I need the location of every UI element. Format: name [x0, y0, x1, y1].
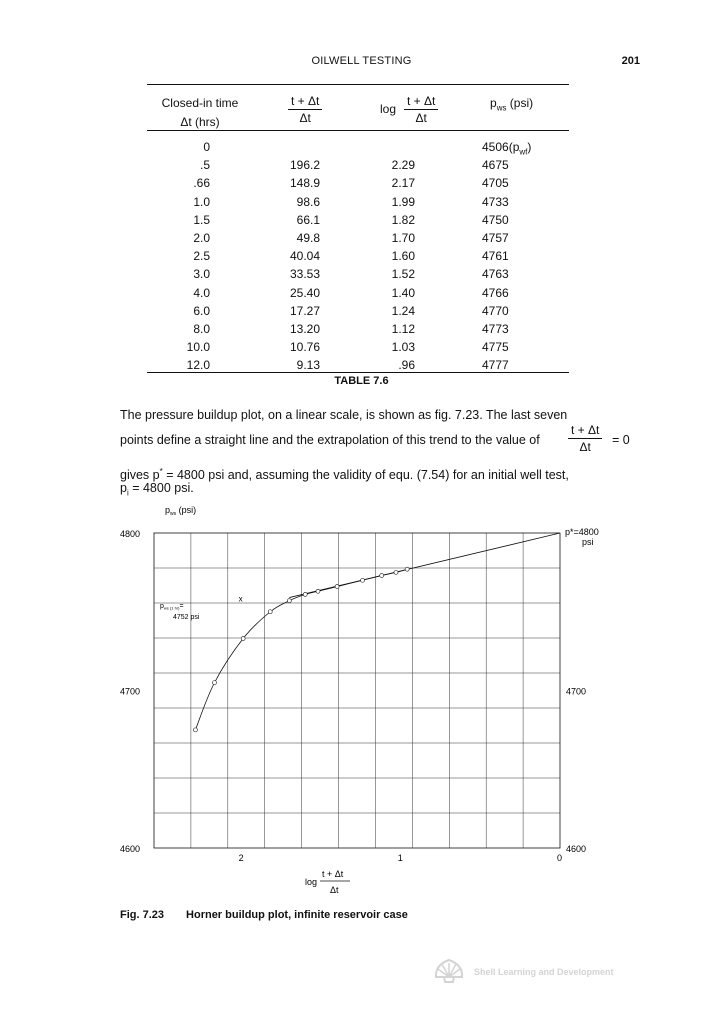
table-cell-r12-c2: .96 — [398, 358, 415, 373]
table-cell-r1-c1: 196.2 — [289, 158, 320, 173]
table-cell-r5-c0: 2.0 — [193, 231, 210, 245]
table-cell-r7-c3: 4763 — [482, 267, 509, 282]
fraction-numerator: t + Δt — [404, 95, 438, 110]
pws-1hr-label: $p_{ws (1 hr)}=$ — [160, 603, 184, 611]
table-cell-r9-c3: 4770 — [482, 303, 509, 318]
table-cell-r3-c3: 4733 — [482, 194, 509, 209]
data-point — [361, 578, 365, 582]
xlabel-log: log — [305, 877, 318, 887]
xlabel-denominator: Δt — [330, 885, 339, 895]
data-point — [316, 589, 320, 593]
header-col1-line2: Δt (hrs) — [180, 115, 220, 129]
table-cell-r11-c0: 10.0 — [186, 340, 210, 355]
fraction-denominator: Δt — [415, 111, 427, 125]
table-cell-r11-c3: 4775 — [482, 340, 509, 355]
pws-1hr-value: 4752 psi — [173, 614, 200, 621]
table-cell-r9-c1: 17.27 — [289, 303, 320, 318]
table-cell-r0-c3: $4506(p_{wf})$ — [482, 140, 532, 157]
table-cell-r6-c2: 1.60 — [391, 249, 415, 264]
header-log-fraction — [404, 95, 438, 125]
table-cell-r9-c2: 1.24 — [391, 303, 415, 318]
extrapolation-line — [289, 533, 560, 598]
ytick-label-right: 4700 — [566, 686, 587, 697]
paragraph-line-1: The pressure buildup plot, on a linear scale, is shown as fig. 7.23. The last seven — [120, 408, 568, 422]
table-top-rule — [147, 84, 569, 85]
shell-logo-icon — [432, 955, 466, 985]
data-point — [287, 599, 291, 603]
table-cell-r5-c3: 4757 — [482, 231, 509, 245]
table-header-rule — [147, 130, 569, 131]
table-cell-r3-c1: 98.6 — [296, 194, 320, 209]
data-point — [335, 585, 339, 589]
table-cell-r0-c0: 0 — [203, 140, 210, 154]
table-bottom-rule — [147, 372, 569, 373]
table-cell-r2-c3: 4705 — [482, 176, 509, 191]
data-point — [380, 574, 384, 578]
paragraph-line-3: gives p* = 4800 psi and, assuming the validity of equ. (7.54) for an initial well test, — [120, 467, 569, 483]
paragraph-line-2: points define a straight line and the extrapolation of this trend to the value of — [120, 433, 540, 447]
ytick-label-left: 4700 — [120, 686, 141, 697]
header-col1-line1: Closed-in time — [161, 96, 239, 110]
figure-caption-text: Horner buildup plot, infinite reservoir case — [186, 909, 408, 921]
table-cell-r8-c0: 4.0 — [193, 285, 210, 300]
pws-1hr-marker: x — [238, 594, 243, 604]
data-point — [405, 567, 409, 571]
paragraph-line-4: $p_i = 4800$ psi. — [120, 481, 194, 498]
horner-plot — [0, 500, 723, 900]
table-cell-r10-c3: 4773 — [482, 322, 509, 336]
table-cell-r7-c2: 1.52 — [391, 267, 415, 282]
table-cell-r9-c0: 6.0 — [193, 303, 210, 318]
table-cell-r8-c1: 25.40 — [289, 285, 320, 300]
footer-text: Shell Learning and Development — [474, 967, 614, 977]
data-point — [213, 681, 217, 685]
table-cell-r1-c0: .5 — [199, 158, 210, 173]
pstar-label-line2: psi — [582, 537, 594, 547]
data-point — [268, 610, 272, 614]
figure-number: Fig. 7.23 — [120, 909, 165, 921]
table-cell-r3-c2: 1.99 — [391, 194, 415, 209]
table-cell-r5-c2: 1.70 — [391, 231, 415, 245]
table-cell-r3-c0: 1.0 — [193, 194, 210, 209]
ytick-label-left: 4600 — [120, 844, 141, 854]
pstar-label-line1: p*=4800 — [565, 527, 599, 537]
header-closed-in-time — [155, 94, 245, 132]
xtick-label: 1 — [397, 853, 403, 863]
xtick-label: 0 — [557, 853, 563, 863]
table-cell-r6-c1: 40.04 — [289, 249, 320, 264]
table-cell-r11-c2: 1.03 — [391, 340, 415, 355]
table-cell-r10-c1: 13.20 — [289, 322, 320, 336]
ytick-label-left: 4800 — [120, 529, 141, 539]
table-cell-r8-c2: 1.40 — [391, 285, 415, 300]
table-cell-r6-c0: 2.5 — [193, 249, 210, 264]
paragraph-equals-zero: = 0 — [612, 433, 630, 447]
fraction-denominator: Δt — [299, 111, 311, 125]
data-point — [193, 728, 197, 732]
paragraph-fraction: $\frac{t + \Delta t}{\Delta t}$ — [568, 424, 602, 454]
plot-frame — [154, 533, 560, 848]
table-cell-r4-c1: 66.1 — [296, 212, 320, 227]
table-cell-r10-c0: 8.0 — [193, 322, 210, 336]
table-caption: TABLE 7.6 — [334, 375, 389, 387]
xlabel-numerator: t + Δt — [322, 869, 344, 879]
data-point — [303, 592, 307, 596]
xtick-label: 2 — [238, 853, 244, 863]
page-number: 201 — [621, 55, 640, 67]
table-cell-r1-c3: 4675 — [482, 158, 509, 173]
table-cell-r11-c1: 10.76 — [289, 340, 320, 355]
table-cell-r5-c1: 49.8 — [296, 231, 320, 245]
fraction-numerator: t + Δt — [288, 95, 322, 110]
table-cell-r2-c2: 2.17 — [391, 176, 415, 191]
header-ratio-fraction — [288, 95, 322, 125]
running-header-title: OILWELL TESTING — [311, 55, 412, 67]
table-cell-r4-c2: 1.82 — [391, 212, 415, 227]
ylabel: $p_{ws}$ (psi) — [165, 505, 197, 517]
figure-caption — [120, 909, 408, 921]
data-point — [241, 637, 245, 641]
table-cell-r10-c2: 1.12 — [391, 322, 415, 336]
header-log: log — [380, 102, 397, 116]
table-cell-r4-c3: 4750 — [482, 212, 509, 227]
table-cell-r12-c3: 4777 — [482, 358, 509, 373]
header-pws: $p_{ws}$ (psi) — [490, 96, 534, 113]
ytick-label-right: 4600 — [566, 844, 587, 854]
table-cell-r12-c0: 12.0 — [186, 358, 210, 373]
table-cell-r7-c0: 3.0 — [193, 267, 210, 282]
table-cell-r8-c3: 4766 — [482, 285, 509, 300]
table-cell-r7-c1: 33.53 — [289, 267, 320, 282]
table-cell-r1-c2: 2.29 — [391, 158, 415, 173]
table-cell-r2-c0: .66 — [193, 176, 210, 191]
data-point — [394, 570, 398, 574]
table-cell-r6-c3: 4761 — [482, 249, 509, 264]
table-cell-r2-c1: 148.9 — [289, 176, 320, 191]
table-cell-r4-c0: 1.5 — [193, 212, 210, 227]
table-cell-r12-c1: 9.13 — [296, 358, 320, 373]
